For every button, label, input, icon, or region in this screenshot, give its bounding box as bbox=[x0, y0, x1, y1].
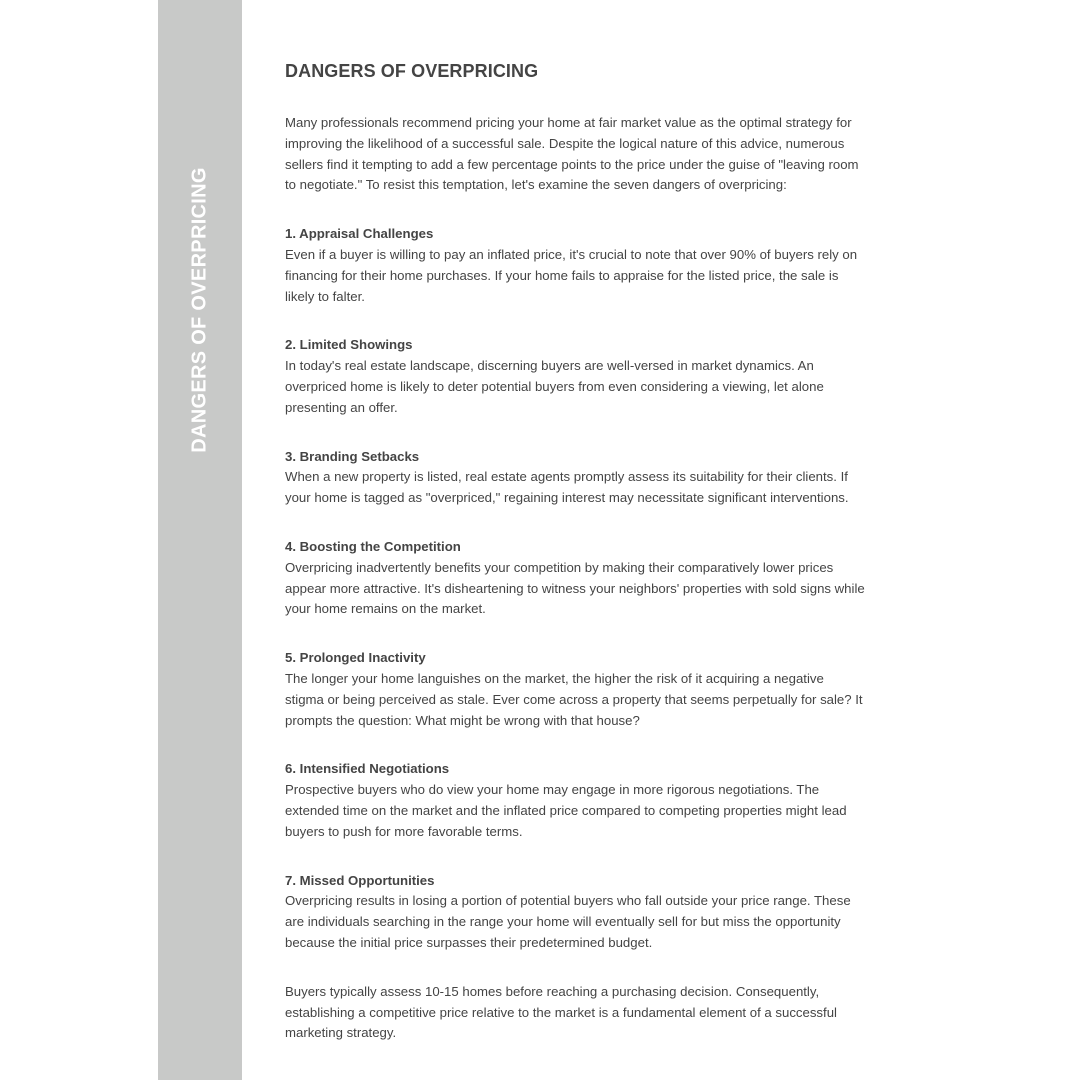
section-heading: 2. Limited Showings bbox=[285, 337, 413, 353]
section-heading: 3. Branding Setbacks bbox=[285, 448, 420, 464]
section-appraisal-challenges bbox=[285, 224, 865, 307]
page-title: DANGERS OF OVERPRICING bbox=[285, 61, 539, 81]
section-intensified-negotiations bbox=[285, 759, 865, 842]
section-heading: 7. Missed Opportunities bbox=[285, 872, 435, 888]
section-heading: 5. Prolonged Inactivity bbox=[285, 650, 426, 666]
section-body: Overpricing inadvertently benefits your competition by making their comparatively lower prices appear more attractive. It's disheartening to witness your neighbors' properties with sold signs while your home remains on the market. bbox=[285, 559, 865, 617]
section-branding-setbacks bbox=[285, 447, 865, 509]
document-content bbox=[285, 60, 865, 1044]
section-heading: 4. Boosting the Competition bbox=[285, 538, 461, 554]
section-body: When a new property is listed, real estate agents promptly assess its suitability for their clients. If your home is tagged as "overpriced," regaining interest may necessitate significant interventions. bbox=[285, 469, 849, 506]
section-boosting-competition bbox=[285, 537, 865, 620]
section-missed-opportunities bbox=[285, 871, 865, 954]
section-body: The longer your home languishes on the market, the higher the risk of it acquiring a negative stigma or being perceived as stale. Ever come across a property that seems perpetually for sale? It prompts the question: What might be wrong with that house? bbox=[285, 670, 863, 728]
section-body: Even if a buyer is willing to pay an inflated price, it's crucial to note that over 90% of buyers rely on financing for their home purchases. If your home fails to appraise for the listed price, the sale is likely to falter. bbox=[285, 246, 858, 304]
section-limited-showings bbox=[285, 335, 865, 418]
section-body: Overpricing results in losing a portion of potential buyers who fall outside your price range. These are individuals searching in the range your home will eventually sell for but miss the opportunity because the initial price surpasses their predetermined budget. bbox=[285, 893, 851, 950]
section-heading: 1. Appraisal Challenges bbox=[285, 226, 434, 242]
intro-paragraph: Many professionals recommend pricing your home at fair market value as the optimal strategy for improving the likelihood of a successful sale. Despite the logical nature of this advice, numerous sellers find it tempting to add a few percentage points to the price under the guise of "leaving room to negotiate." To resist this temptation, let's examine the seven dangers of overpricing: bbox=[285, 115, 859, 193]
section-body: In today's real estate landscape, discerning buyers are well-versed in market dynamics. An overpriced home is likely to deter potential buyers from even considering a viewing, let alone presenting an offer. bbox=[285, 358, 824, 415]
vertical-title: DANGERS OF OVERPRICING bbox=[188, 167, 211, 453]
section-body: Prospective buyers who do view your home may engage in more rigorous negotiations. The extended time on the market and the inflated price compared to competing properties might lead buyers to push for more favorable terms. bbox=[285, 782, 847, 839]
side-band bbox=[158, 0, 242, 1080]
section-heading: 6. Intensified Negotiations bbox=[285, 761, 450, 777]
section-prolonged-inactivity bbox=[285, 648, 865, 731]
closing-paragraph: Buyers typically assess 10-15 homes before reaching a purchasing decision. Consequently, establishing a competitive price relative to the market is a fundamental element of a successful marketing strategy. bbox=[285, 983, 837, 1041]
